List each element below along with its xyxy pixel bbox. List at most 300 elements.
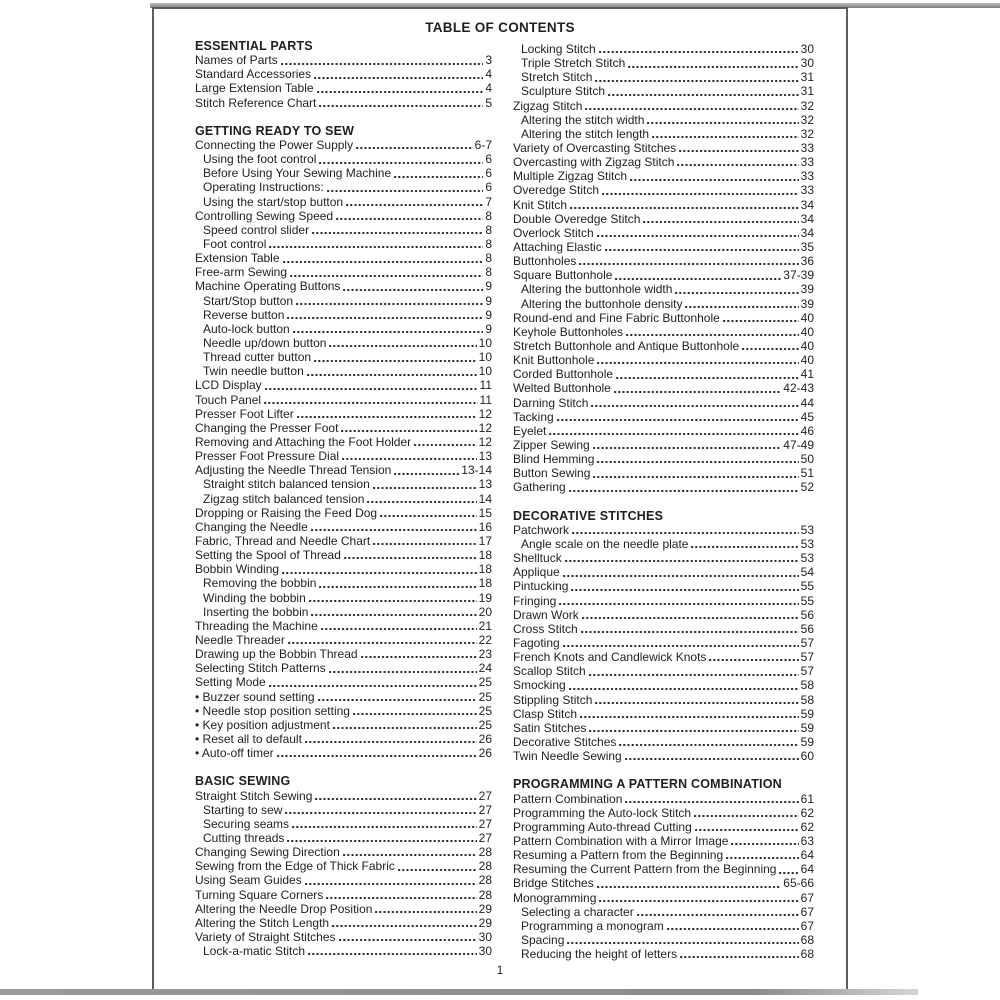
toc-entry-page: 39: [800, 296, 814, 311]
dot-leader: [647, 122, 798, 124]
toc-entry-page: 57: [800, 664, 814, 679]
toc-entry-page: 33: [800, 169, 814, 184]
toc-entry: [513, 311, 814, 325]
toc-entry-title: • Reset all to default: [195, 731, 302, 746]
toc-entry-page: 55: [800, 593, 814, 608]
dot-leader: [265, 388, 478, 390]
toc-entry: [513, 876, 814, 890]
toc-entry: [195, 81, 492, 95]
toc-entry: [195, 378, 492, 392]
toc-entry: [195, 336, 492, 350]
toc-entry-title: Presser Foot Pressure Dial: [195, 449, 340, 464]
dot-leader: [585, 108, 798, 110]
toc-entry-page: 8: [485, 222, 492, 237]
dot-leader: [677, 164, 798, 166]
dot-leader: [327, 190, 484, 192]
toc-entry-page: 25: [478, 703, 492, 718]
dot-leader: [309, 600, 477, 602]
toc-entry-title: • Needle stop position setting: [195, 703, 350, 718]
toc-entry-title: Altering the Stitch Length: [195, 915, 330, 930]
section-heading: BASIC SEWING: [195, 774, 291, 789]
dot-leader: [567, 942, 798, 944]
toc-entry: [513, 155, 814, 169]
toc-entry-page: 33: [800, 155, 814, 170]
toc-entry-page: 8: [485, 237, 492, 252]
page-title: TABLE OF CONTENTS: [425, 20, 575, 35]
toc-entry-title: Connecting the Power Supply: [195, 138, 354, 153]
toc-entry-page: 9: [485, 279, 492, 294]
toc-entry: [195, 732, 492, 746]
toc-entry-title: Lock-a-matic Stitch: [203, 944, 306, 959]
dot-leader: [287, 840, 476, 842]
toc-entry-page: 44: [800, 395, 814, 410]
toc-entry: [195, 477, 492, 491]
dot-leader: [269, 685, 477, 687]
toc-entry-page: 32: [800, 98, 814, 113]
toc-entry-title: Applique: [513, 565, 560, 580]
toc-entry-page: 6: [485, 180, 492, 195]
toc-entry-page: 34: [800, 211, 814, 226]
toc-entry: [195, 718, 492, 732]
dot-leader: [296, 303, 483, 305]
dot-leader: [311, 529, 477, 531]
toc-entry: [195, 789, 492, 803]
toc-entry: [513, 325, 814, 339]
toc-entry: [195, 435, 492, 449]
dot-leader: [290, 275, 483, 277]
dot-leader: [579, 263, 798, 265]
toc-section: [195, 124, 492, 760]
toc-entry-page: 12: [478, 434, 492, 449]
toc-entry-page: 53: [800, 536, 814, 551]
toc-entry-title: Dropping or Raising the Feed Dog: [195, 505, 378, 520]
toc-entry-page: 26: [478, 731, 492, 746]
toc-entry-page: 30: [800, 56, 814, 71]
toc-entry-title: Sculpture Stitch: [521, 84, 606, 99]
toc-entry: [513, 594, 814, 608]
dot-leader: [731, 843, 798, 845]
dot-leader: [597, 886, 782, 888]
dot-leader: [314, 77, 483, 79]
toc-entry: [513, 565, 814, 579]
toc-entry-title: Straight stitch balanced tension: [203, 477, 370, 492]
toc-entry: [513, 127, 814, 141]
dot-leader: [565, 560, 799, 562]
toc-entry-page: 16: [478, 519, 492, 534]
toc-entry-page: 4: [485, 81, 492, 96]
toc-entry: [513, 608, 814, 622]
toc-entry-title: Altering the Needle Drop Position: [195, 901, 373, 916]
toc-entry-page: 40: [800, 338, 814, 353]
toc-entry-page: 64: [800, 862, 814, 877]
toc-entry: [195, 619, 492, 633]
toc-entry-title: Stitch Reference Chart: [195, 95, 317, 110]
toc-entry-page: 26: [478, 746, 492, 761]
dot-leader: [643, 221, 798, 223]
dot-leader: [597, 461, 798, 463]
dot-leader: [342, 458, 477, 460]
toc-entry: [513, 622, 814, 636]
toc-entry: [195, 944, 492, 958]
toc-entry: [195, 548, 492, 562]
toc-entry-page: 59: [800, 720, 814, 735]
toc-entry-page: 8: [485, 208, 492, 223]
toc-entry-title: Overcasting with Zigzag Stitch: [513, 155, 675, 170]
section-heading: ESSENTIAL PARTS: [195, 39, 313, 53]
toc-entry-title: Button Sewing: [513, 466, 591, 481]
dot-leader: [341, 430, 476, 432]
toc-entry-title: Thread cutter button: [203, 350, 312, 365]
toc-entry-title: Inserting the bobbin: [203, 604, 309, 619]
toc-entry: [195, 393, 492, 407]
toc-entry-title: Needle Threader: [195, 632, 285, 647]
toc-entry-page: 13: [478, 449, 492, 464]
toc-entry: [513, 947, 814, 961]
dot-leader: [625, 758, 799, 760]
toc-entry: [513, 410, 814, 424]
toc-entry: [195, 308, 492, 322]
toc-entry: [195, 873, 492, 887]
dot-leader: [264, 402, 477, 404]
toc-entry-page: 13: [478, 477, 492, 492]
toc-entry: [513, 919, 814, 933]
toc-entry: [513, 537, 814, 551]
toc-entry: [195, 916, 492, 930]
toc-entry: [195, 449, 492, 463]
dot-leader: [628, 66, 798, 68]
toc-entry: [195, 237, 492, 251]
toc-entry: [513, 834, 814, 848]
dot-leader: [343, 289, 483, 291]
toc-entry-title: Shelltuck: [513, 551, 562, 566]
dot-leader: [667, 928, 799, 930]
toc-entry-title: Buttonholes: [513, 254, 577, 269]
toc-entry-title: Using Seam Guides: [195, 873, 302, 888]
toc-entry-title: Start/Stop button: [203, 293, 294, 308]
toc-entry-page: 46: [800, 423, 814, 438]
toc-entry-title: Altering the buttonhole width: [521, 282, 673, 297]
toc-entry-page: 9: [485, 307, 492, 322]
toc-entry: [195, 463, 492, 477]
toc-entry: [513, 693, 814, 707]
toc-entry: [513, 56, 814, 70]
toc-entry-title: Resuming a Pattern from the Beginning: [513, 848, 724, 863]
toc-entry: [195, 209, 492, 223]
toc-entry: [513, 735, 814, 749]
toc-entry-title: Fabric, Thread and Needle Chart: [195, 533, 371, 548]
toc-entry-title: • Buzzer sound setting: [195, 689, 315, 704]
toc-entry-title: Stretch Buttonhole and Antique Buttonhole: [513, 338, 740, 353]
toc-entry-title: Controlling Sewing Speed: [195, 208, 334, 223]
toc-entry-page: 12: [478, 406, 492, 421]
toc-entry-page: 28: [478, 859, 492, 874]
toc-entry-page: 59: [800, 706, 814, 721]
toc-entry: [513, 933, 814, 947]
toc-entry-page: 57: [800, 635, 814, 650]
toc-entry: [513, 792, 814, 806]
toc-entry-title: Programming the Auto-lock Stitch: [513, 805, 692, 820]
toc-entry: [513, 438, 814, 452]
section-heading: DECORATIVE STITCHES: [513, 508, 664, 523]
dot-leader: [380, 515, 477, 517]
toc-entry-title: Multiple Zigzag Stitch: [513, 169, 628, 184]
toc-entry-page: 5: [485, 95, 492, 110]
scan-edge-bottom: [0, 989, 918, 995]
dot-leader: [694, 815, 799, 817]
toc-entry-title: Bridge Stitches: [513, 876, 594, 891]
toc-entry-page: 59: [800, 734, 814, 749]
toc-entry: [513, 678, 814, 692]
toc-entry-title: Keyhole Buttonholes: [513, 324, 624, 339]
dot-leader: [353, 713, 477, 715]
toc-entry-page: 14: [478, 491, 492, 506]
toc-entry: [513, 806, 814, 820]
dot-leader: [317, 91, 484, 93]
toc-entry-page: 9: [485, 293, 492, 308]
toc-entry-page: 11: [479, 378, 492, 393]
toc-entry-title: Variety of Overcasting Stitches: [513, 140, 677, 155]
toc-entry-page: 50: [800, 452, 814, 467]
toc-entry-page: 52: [800, 480, 814, 495]
toc-entry: [513, 367, 814, 381]
toc-entry: [513, 749, 814, 763]
toc-entry-title: Overlock Stitch: [513, 225, 594, 240]
toc-entry: [513, 905, 814, 919]
toc-entry-page: 55: [800, 579, 814, 594]
dot-leader: [626, 334, 799, 336]
toc-entry-title: Names of Parts: [195, 53, 278, 68]
dot-leader: [319, 586, 476, 588]
dot-leader: [572, 532, 799, 534]
toc-entry-page: 40: [800, 353, 814, 368]
page-number: 1: [496, 965, 504, 977]
dot-leader: [269, 246, 483, 248]
toc-column-right: [513, 42, 814, 961]
toc-entry-title: Large Extension Table: [195, 81, 314, 96]
dot-leader: [679, 150, 798, 152]
dot-leader: [742, 348, 798, 350]
dot-leader: [307, 374, 477, 376]
toc-entry-page: 61: [800, 791, 814, 806]
dot-leader: [675, 292, 798, 294]
toc-entry-title: Foot control: [203, 237, 267, 252]
toc-entry: [513, 353, 814, 367]
toc-entry-page: 54: [800, 565, 814, 580]
toc-entry-page: 56: [800, 607, 814, 622]
toc-entry: [195, 166, 492, 180]
dot-leader: [691, 546, 798, 548]
toc-entry-page: 32: [800, 126, 814, 141]
toc-entry-title: Knit Buttonhole: [513, 353, 595, 368]
toc-entry: [195, 675, 492, 689]
toc-entry-page: 27: [478, 788, 492, 803]
dot-leader: [589, 730, 798, 732]
toc-entry-page: 20: [478, 604, 492, 619]
toc-entry: [513, 297, 814, 311]
toc-entry-page: 12: [478, 420, 492, 435]
toc-entry-title: Securing seams: [203, 816, 290, 831]
toc-entry: [513, 636, 814, 650]
toc-section: [513, 42, 814, 495]
dot-leader: [685, 306, 798, 308]
toc-entry-title: Clasp Stitch: [513, 706, 578, 721]
toc-entry-page: 40: [800, 324, 814, 339]
toc-entry: [195, 251, 492, 265]
toc-entry-page: 37-39: [783, 268, 814, 283]
toc-entry-title: Welted Buttonhole: [513, 381, 611, 396]
dot-leader: [277, 755, 477, 757]
toc-entry-page: 28: [478, 873, 492, 888]
toc-entry: [513, 99, 814, 113]
toc-entry-title: Angle scale on the needle plate: [521, 536, 689, 551]
toc-entry: [513, 240, 814, 254]
toc-entry-page: 13-14: [461, 463, 492, 478]
toc-entry: [195, 407, 492, 421]
toc-entry-title: Straight Stitch Sewing: [195, 788, 313, 803]
dot-leader: [318, 699, 477, 701]
dot-leader: [599, 900, 798, 902]
toc-entry-page: 27: [478, 802, 492, 817]
section-heading: PROGRAMMING A PATTERN COMBINATION: [513, 777, 782, 792]
toc-entry-page: 53: [800, 551, 814, 566]
toc-entry-title: Fringing: [513, 593, 557, 608]
toc-entry: [195, 591, 492, 605]
toc-entry: [195, 562, 492, 576]
toc-entry-page: 68: [800, 932, 814, 947]
dot-leader: [569, 490, 799, 492]
dot-leader: [336, 218, 483, 220]
toc-entry: [513, 84, 814, 98]
toc-entry-title: Monogramming: [513, 890, 597, 905]
toc-entry-page: 7: [485, 194, 492, 209]
toc-entry: [195, 930, 492, 944]
dot-leader: [375, 911, 476, 913]
toc-entry-page: 58: [800, 678, 814, 693]
toc-section: [513, 777, 814, 961]
toc-entry: [513, 70, 814, 84]
dot-leader: [630, 179, 799, 181]
toc-entry-page: 53: [800, 522, 814, 537]
dot-leader: [597, 362, 798, 364]
toc-entry-page: 25: [478, 675, 492, 690]
toc-entry: [195, 746, 492, 760]
toc-column-left: [195, 39, 492, 958]
dot-leader: [287, 317, 483, 319]
toc-entry-page: 23: [478, 647, 492, 662]
toc-entry-page: 18: [478, 548, 492, 563]
toc-entry-title: Locking Stitch: [521, 42, 596, 56]
toc-entry-page: 27: [478, 816, 492, 831]
toc-entry: [513, 254, 814, 268]
toc-entry-title: Selecting a character: [521, 904, 634, 919]
toc-entry-title: Free-arm Sewing: [195, 265, 288, 280]
toc-entry: [513, 707, 814, 721]
toc-entry-title: Darning Stitch: [513, 395, 589, 410]
toc-entry-title: Corded Buttonhole: [513, 367, 614, 382]
toc-entry: [195, 576, 492, 590]
toc-entry-title: Overedge Stitch: [513, 183, 600, 198]
toc-entry-title: Changing the Needle: [195, 519, 308, 534]
dot-leader: [283, 261, 484, 263]
toc-entry: [195, 138, 492, 152]
toc-entry-page: 27: [478, 830, 492, 845]
toc-entry-title: Square Buttonhole: [513, 268, 613, 283]
toc-entry: [513, 226, 814, 240]
toc-entry-title: Zipper Sewing: [513, 437, 590, 452]
dot-leader: [599, 51, 799, 53]
toc-entry-title: Reverse button: [203, 307, 285, 322]
toc-entry-title: Twin needle button: [203, 364, 304, 379]
toc-entry: [513, 212, 814, 226]
dot-leader: [595, 702, 798, 704]
dot-leader: [726, 857, 799, 859]
toc-entry-title: Fagoting: [513, 635, 560, 650]
toc-entry-page: 30: [800, 42, 814, 56]
toc-entry-title: Attaching Elastic: [513, 239, 602, 254]
toc-entry-page: 18: [478, 576, 492, 591]
dot-leader: [680, 956, 799, 958]
dot-leader: [329, 671, 477, 673]
dot-leader: [563, 645, 799, 647]
dot-leader: [361, 656, 477, 658]
toc-entry: [195, 294, 492, 308]
dot-leader: [605, 249, 799, 251]
toc-entry-title: • Key position adjustment: [195, 717, 330, 732]
toc-entry-title: Stretch Stitch: [521, 70, 593, 85]
toc-entry-page: 33: [800, 183, 814, 198]
dot-leader: [652, 136, 799, 138]
toc-entry-page: 11: [479, 392, 492, 407]
dot-leader: [332, 925, 477, 927]
dot-leader: [305, 883, 477, 885]
toc-entry: [513, 664, 814, 678]
toc-entry-page: 68: [800, 947, 814, 962]
toc-entry: [513, 141, 814, 155]
toc-entry-title: Pattern Combination with a Mirror Image: [513, 833, 729, 848]
toc-entry-page: 35: [800, 239, 814, 254]
toc-entry: [513, 268, 814, 282]
dot-leader: [367, 501, 476, 503]
dot-leader: [343, 854, 477, 856]
toc-entry-title: Altering the stitch length: [521, 126, 650, 141]
toc-entry: [513, 452, 814, 466]
toc-entry-title: Standard Accessories: [195, 67, 312, 82]
toc-entry-title: Blind Hemming: [513, 452, 595, 467]
toc-entry-page: 65-66: [783, 876, 814, 891]
dot-leader: [549, 433, 798, 435]
toc-entry-page: 57: [800, 650, 814, 665]
toc-entry: [513, 169, 814, 183]
toc-entry-title: Double Overedge Stitch: [513, 211, 641, 226]
toc-entry-title: Setting the Spool of Thread: [195, 548, 341, 563]
toc-entry-title: Drawn Work: [513, 607, 579, 622]
dot-leader: [582, 617, 799, 619]
toc-entry: [513, 820, 814, 834]
toc-entry-page: 67: [800, 918, 814, 933]
toc-entry: [195, 690, 492, 704]
toc-entry: [513, 848, 814, 862]
dot-leader: [288, 642, 477, 644]
toc-entry-title: Removing and Attaching the Foot Holder: [195, 434, 412, 449]
toc-entry-page: 67: [800, 904, 814, 919]
toc-entry-title: Patchwork: [513, 522, 570, 537]
toc-entry-page: 17: [478, 533, 492, 548]
toc-entry-title: Triple Stretch Stitch: [521, 56, 626, 71]
dot-leader: [597, 235, 799, 237]
toc-entry-title: Smocking: [513, 678, 566, 693]
toc-entry-page: 58: [800, 692, 814, 707]
toc-entry-page: 47-49: [783, 437, 814, 452]
